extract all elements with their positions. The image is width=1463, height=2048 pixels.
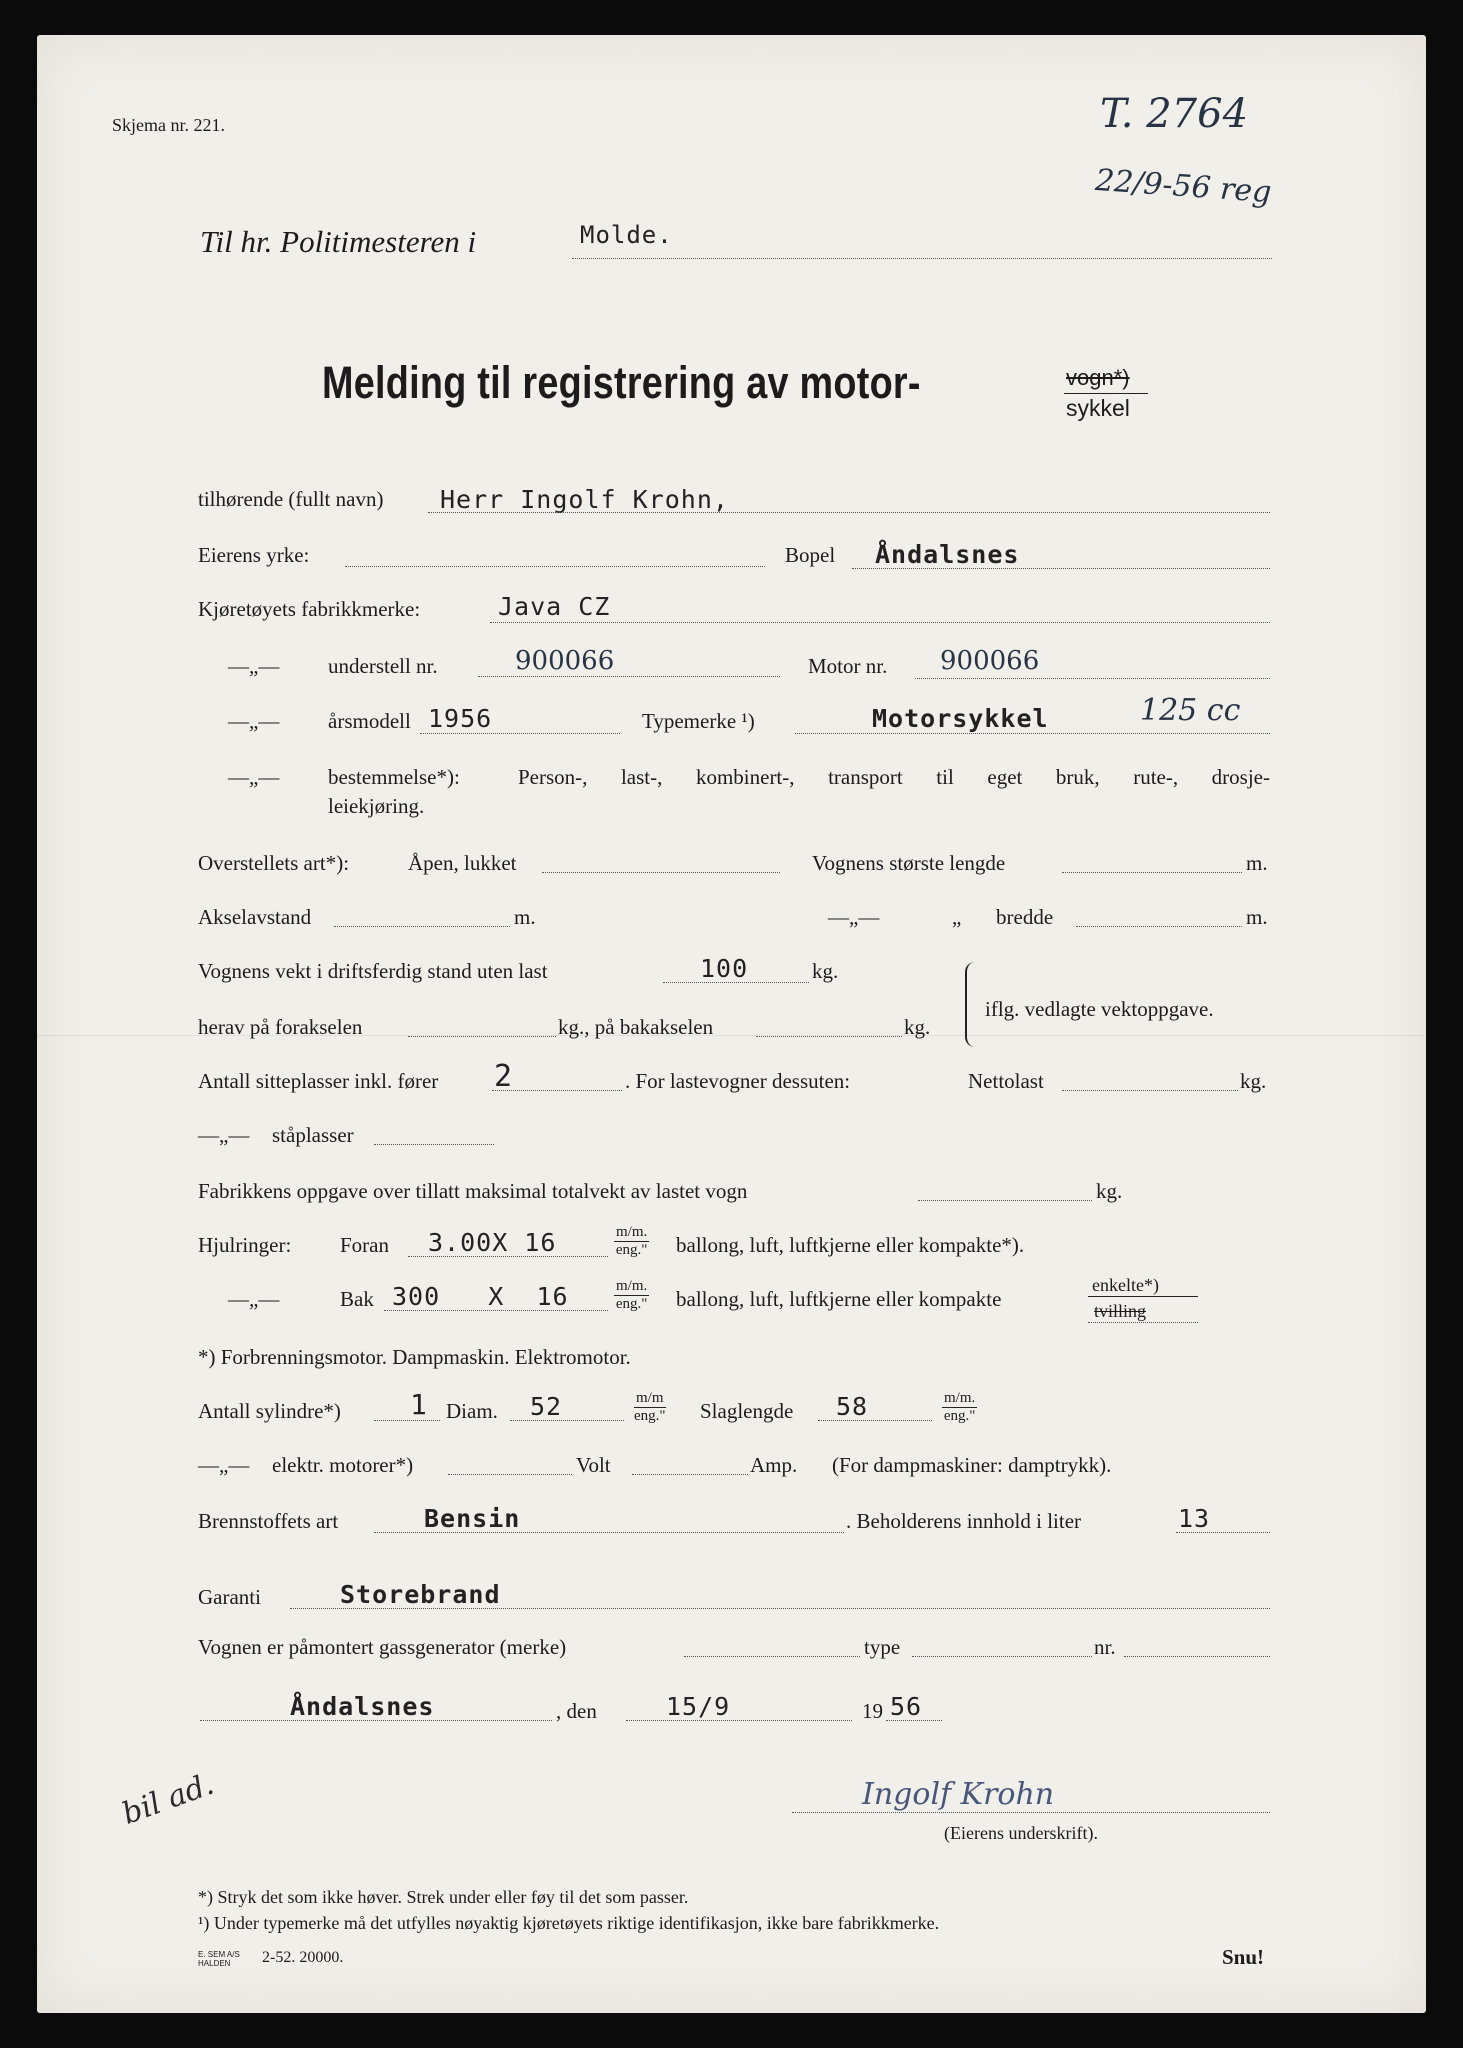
- wheelbase-unit: m.: [514, 905, 536, 929]
- unit-mm: m/m: [634, 1390, 666, 1408]
- margin-note: bil ad.: [117, 1766, 219, 1832]
- fuel-value: Bensin: [424, 1504, 521, 1533]
- recipient-line: [572, 258, 1272, 259]
- seats-label: Antall sitteplasser inkl. fører: [198, 1069, 439, 1093]
- max-weight-label: Fabrikkens oppgave over tillatt maksimal totalvekt av lastet vogn: [198, 1179, 748, 1203]
- type-label: Typemerke ¹): [642, 709, 755, 733]
- width-line: [1076, 926, 1242, 927]
- residence-value: Åndalsnes: [875, 540, 1020, 569]
- make-value: Java CZ: [498, 592, 611, 621]
- purpose-label: bestemmelse*):: [328, 765, 460, 789]
- gas-type-line: [912, 1656, 1092, 1657]
- signature-line: [792, 1812, 1270, 1813]
- front-wheels-line: [408, 1256, 608, 1257]
- footnote-one: ¹) Under typemerke må det utfylles nøyaktig kjøretøyets riktige identifikasjon, ikke bare fabrikkmerke.: [198, 1913, 940, 1933]
- length-unit: m.: [1246, 851, 1268, 875]
- guarantee-label: Garanti: [198, 1585, 261, 1609]
- title-sykkel: sykkel: [1066, 395, 1130, 421]
- diameter-label: Diam.: [446, 1399, 498, 1423]
- chassis-value: 900066: [515, 646, 615, 676]
- motor-value: 900066: [940, 646, 1040, 676]
- fuel-line: [374, 1532, 844, 1533]
- stroke-label: Slaglengde: [700, 1399, 794, 1423]
- volt-line: [632, 1474, 748, 1475]
- signature-year-value: 56: [890, 1692, 923, 1721]
- front-wheels-unit: [614, 1224, 649, 1259]
- unit-mm: m/m.: [616, 1278, 648, 1294]
- rear-wheels-label: Bak: [340, 1287, 374, 1311]
- width-quote: „: [952, 905, 962, 929]
- date-label: , den: [556, 1699, 597, 1723]
- tyre-twin-line: [1088, 1322, 1198, 1323]
- body-type-value: Åpen, lukket: [408, 851, 517, 875]
- body-type-line: [542, 872, 780, 873]
- ditto-year: —„—: [228, 709, 280, 733]
- wheels-label: Hjulringer:: [198, 1233, 292, 1257]
- type-line: [795, 733, 1270, 734]
- rear-wheels-unit: [614, 1278, 649, 1313]
- make-label: Kjøretøyets fabrikkmerke:: [198, 597, 421, 621]
- motor-label: Motor nr.: [808, 654, 888, 678]
- width-unit: m.: [1246, 905, 1268, 929]
- occupation-line: [345, 566, 765, 567]
- length-label: Vognens største lengde: [812, 851, 1006, 875]
- form-title: Melding til registrering av motor-: [322, 357, 921, 408]
- stroke-line: [818, 1420, 932, 1421]
- diameter-value: 52: [530, 1392, 563, 1421]
- weight-line: [663, 982, 809, 983]
- title-fraction-line: [1064, 393, 1148, 394]
- printer-name: E. SEM A/S: [198, 1950, 240, 1959]
- guarantee-value: Storebrand: [340, 1580, 501, 1609]
- electric-motors-label: elektr. motorer*): [272, 1453, 414, 1477]
- weight-label: Vognens vekt i driftsferdig stand uten last: [198, 959, 548, 983]
- cylinders-line: [374, 1420, 440, 1421]
- cargo-label: . For lastevogner dessuten:: [625, 1069, 851, 1093]
- signature-caption: (Eierens underskrift).: [944, 1823, 1098, 1843]
- chassis-label: understell nr.: [328, 654, 438, 678]
- volt-label: Volt: [576, 1453, 611, 1477]
- unit-eng: eng.": [615, 1242, 648, 1258]
- stroke-value: 58: [836, 1392, 869, 1421]
- ditto-rear-wheels: —„—: [228, 1287, 280, 1311]
- unit-eng: eng.": [943, 1408, 976, 1424]
- year-label: årsmodell: [328, 709, 411, 733]
- netload-label: Nettolast: [968, 1069, 1044, 1093]
- owner-name-line: [428, 512, 1270, 513]
- amp-label: Amp.: [750, 1453, 798, 1477]
- ditto-standing: —„—: [198, 1123, 250, 1147]
- tyre-fraction-line: [1088, 1296, 1198, 1297]
- ditto-chassis: —„—: [228, 654, 280, 678]
- rear-wheels-value: 300 X 16: [392, 1282, 569, 1311]
- gas-type-label: type: [864, 1635, 901, 1659]
- recipient-value: Molde.: [580, 221, 673, 249]
- year-prefix: 19: [862, 1699, 883, 1723]
- engine-types: *) Forbrenningsmotor. Dampmaskin. Elektromotor.: [198, 1345, 631, 1369]
- seats-value: 2: [494, 1059, 514, 1094]
- purpose-options: Person-, last-, kombinert-, transport til eget bruk, rute-, drosje-: [518, 765, 1270, 789]
- footnote-star: *) Stryk det som ikke høver. Strek under eller føy til det som passer.: [198, 1887, 689, 1907]
- cc-note: 125 cc: [1140, 693, 1241, 728]
- weight-note: iflg. vedlagte vektoppgave.: [985, 997, 1214, 1021]
- print-code: 2-52. 20000.: [262, 1949, 344, 1966]
- tank-value: 13: [1178, 1504, 1211, 1533]
- title-vogn-struck: vogn*): [1066, 365, 1130, 390]
- front-axle-label: herav på forakselen: [198, 1015, 363, 1039]
- weight-brace: [965, 962, 981, 1047]
- rear-axle-unit: kg.: [904, 1015, 931, 1039]
- rear-tyre-options: ballong, luft, luftkjerne eller kompakte: [676, 1287, 1002, 1311]
- gas-nr-label: nr.: [1094, 1635, 1116, 1659]
- gas-generator-label: Vognen er påmontert gassgenerator (merke): [198, 1635, 567, 1659]
- rear-axle-line: [756, 1036, 902, 1037]
- purpose-options-cont: leiekjøring.: [328, 794, 425, 818]
- stroke-unit: [942, 1390, 977, 1425]
- tyre-twin-struck: tvilling: [1094, 1301, 1147, 1321]
- unit-mm: m/m.: [616, 1224, 648, 1240]
- ditto-width: —„—: [828, 905, 880, 929]
- unit-eng: eng.": [634, 1408, 666, 1424]
- length-line: [1062, 872, 1242, 873]
- standing-line: [374, 1144, 494, 1145]
- wheelbase-line: [334, 926, 510, 927]
- year-line: [420, 733, 620, 734]
- weight-unit: kg.: [812, 959, 839, 983]
- gas-nr-line: [1124, 1656, 1270, 1657]
- front-wheels-value: 3.00X 16: [428, 1228, 557, 1257]
- ditto-electric: —„—: [198, 1453, 250, 1477]
- occupation-label: Eierens yrke:: [198, 543, 310, 567]
- residence-line: [852, 568, 1270, 569]
- front-wheels-label: Foran: [340, 1233, 389, 1257]
- rear-wheels-line: [384, 1310, 608, 1311]
- standing-label: ståplasser: [272, 1123, 354, 1147]
- date-line: [626, 1720, 852, 1721]
- make-line: [490, 622, 1270, 623]
- owner-signature: Ingolf Krohn: [862, 1777, 1055, 1812]
- max-weight-line: [918, 1200, 1092, 1201]
- recipient-label: Til hr. Politimesteren i: [200, 224, 477, 259]
- wheelbase-label: Akselavstand: [198, 905, 312, 929]
- turn-over-note: Snu!: [1222, 1945, 1265, 1969]
- owner-name-value: Herr Ingolf Krohn,: [440, 485, 729, 514]
- tank-label: . Beholderens innhold i liter: [846, 1509, 1082, 1533]
- gas-generator-line: [684, 1656, 860, 1657]
- type-value: Motorsykkel: [872, 704, 1049, 733]
- diameter-line: [510, 1420, 624, 1421]
- cylinders-value: 1: [410, 1388, 428, 1421]
- ditto-purpose: —„—: [228, 765, 280, 789]
- tyre-single: enkelte*): [1092, 1275, 1159, 1295]
- unit-eng: eng.": [615, 1296, 648, 1312]
- tank-line: [1176, 1532, 1270, 1533]
- diameter-unit: [634, 1390, 666, 1425]
- year-value: 1956: [428, 704, 493, 733]
- cylinders-label: Antall sylindre*): [198, 1399, 341, 1423]
- electric-motors-line: [448, 1474, 572, 1475]
- residence-label: Bopel: [785, 543, 836, 567]
- seats-line: [492, 1090, 622, 1091]
- front-axle-line: [408, 1036, 556, 1037]
- printer-city: HALDEN: [198, 1959, 231, 1968]
- body-type-label: Overstellets art*):: [198, 851, 350, 875]
- reference-number: T. 2764: [1100, 91, 1249, 137]
- motor-line: [915, 678, 1270, 679]
- chassis-line: [478, 676, 780, 677]
- owner-name-label: tilhørende (fullt navn): [198, 487, 384, 511]
- schema-number: Skjema nr. 221.: [112, 115, 225, 135]
- weight-value: 100: [700, 954, 749, 983]
- place-line: [200, 1720, 552, 1721]
- signature-year-line: [886, 1720, 942, 1721]
- netload-unit: kg.: [1240, 1069, 1267, 1093]
- steam-pressure-label: (For dampmaskiner: damptrykk).: [832, 1453, 1112, 1477]
- front-tyre-options: ballong, luft, luftkjerne eller kompakte*).: [676, 1233, 1025, 1257]
- width-label: bredde: [996, 905, 1054, 929]
- fuel-label: Brennstoffets art: [198, 1509, 339, 1533]
- reference-date: 22/9-56 reg: [1094, 162, 1273, 211]
- netload-line: [1062, 1090, 1238, 1091]
- max-weight-unit: kg.: [1096, 1179, 1123, 1203]
- rear-axle-label: kg., på bakakselen: [558, 1015, 714, 1039]
- unit-mm: m/m.: [944, 1390, 976, 1406]
- date-value: 15/9: [666, 1692, 731, 1721]
- guarantee-line: [290, 1608, 1270, 1609]
- place-value: Åndalsnes: [290, 1692, 435, 1721]
